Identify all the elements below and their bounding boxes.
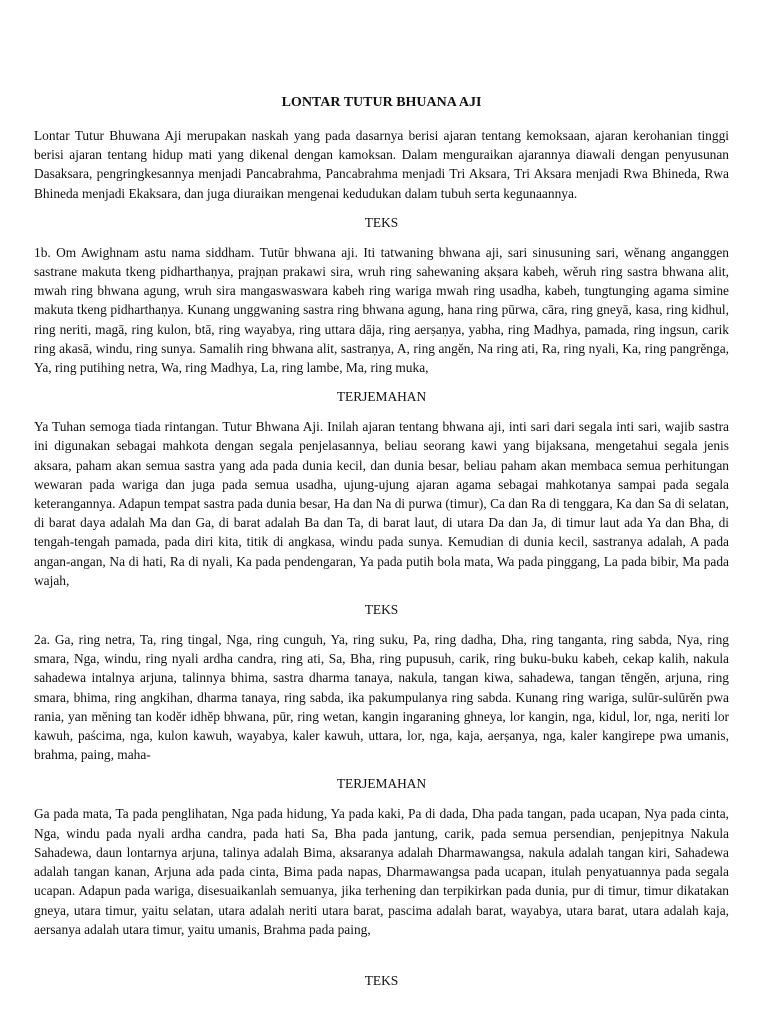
section-heading-teks-2: TEKS <box>364 602 399 618</box>
document-title: LONTAR TUTUR BHUANA AJI <box>281 95 482 110</box>
document-page <box>34 94 729 1001</box>
section-body-teks-1: 1b. Om Awighnam astu nama siddham. Tutūr bhwana aji. Iti tatwaning bhwana aji, sari sinusuning sari, wĕnang anganggen sastrane makuta tkeng pidharthaṇya, prajṇan prakawi sira, wruh ring sahewaning akṣara kabeh, wĕruh ring sastra bhwana alit, mwah ring bhwana agung, wruh sira mangaswaswara kabeh ring wariga mwah ring usadha, kabeh, tungtunging agama simine makuta tkeng pidharthaṇya. Kunang unggwaning sastra ring bhwana agung, hana ring pūrwa, cāra, ring gneyā, kasa, ring kidhul, ring neriti, magā, ring kulon, btā, ring wayabya, ring uttara dāja, ring aerṣaṇya, yabha, ring Madhya, pamada, ring ingsun, carik ring akasā, windu, ring sunya. Samalih ring bhwana alit, sastraṇya, A, ring angĕn, Na ring ati, Ra, ring nyali, Ka, ring pangrĕnga, Ya, ring putihing netra, Wa, ring Madhya, La, ring lambe, Ma, ring muka, <box>34 244 729 376</box>
section-heading-terjemahan-1: TERJEMAHAN <box>336 389 427 405</box>
section-heading-teks-1: TEKS <box>364 214 399 230</box>
closing-section-heading: TEKS <box>364 972 399 988</box>
intro-paragraph: Lontar Tutur Bhuwana Aji merupakan naskah yang pada dasarnya berisi ajaran tentang kemoksaan, ajaran kerohanian tinggi berisi ajaran tentang hidup mati yang dikenal dengan kamoksan. Dalam menguraikan ajarannya diawali dengan penyusunan Dasaksara, pengringkesannya menjadi Pancabrahma, Pancabrahma menjadi Tri Aksara, Tri Aksara menjadi Rwa Bhineda, Rwa Bhineda menjadi Ekaksara, dan juga diuraikan mengenai kedudukan dalam tubuh serta kegunaannya. <box>34 128 729 201</box>
section-body-teks-2: 2a. Ga, ring netra, Ta, ring tingal, Nga, ring cunguh, Ya, ring suku, Pa, ring dadha, Dha, ring tanganta, ring sabda, Nya, ring smara, Nga, windu, ring nyali ardha candra, ring ati, Sa, Bha, ring pupusuh, carik, ring buku-buku kabeh, cekap kalih, nakula sahadewa intalnya arjuna, talinnya bhima, sastra dharma tanaya, nakula, tangan kiwa, sahadewa, tangan tĕngĕn, arjuna, ring smara, bhima, ring angkihan, dharma tanaya, ring sabda, ika pakumpulanya ring sabda. Kunang ring wariga, sulūr-sulūrĕn pwa rania, yan mĕning tan kodĕr idhĕp bhwana, pūr, ring wetan, kangin ingaraning ghneya, lor kangin, nga, kidul, lor, nga, neriti lor kawuh, paścima, nga, kulon kawuh, wayabya, kaler kawuh, uttara, lor, nga, kaja, aerṣanya, nga, kaler kangirepe pwa umanis, brahma, paing, maha- <box>34 632 729 763</box>
section-body-terjemahan-1: Ya Tuhan semoga tiada rintangan. Tutur Bhwana Aji. Inilah ajaran tentang bhwana aji, inti sari dari segala inti sari, wajib sastra ini digunakan sebagai mahkota dengan segala penjelasannya, beliau seorang kawi yang bijaksana, mengetahui segala jenis aksara, paham akan semua sastra yang ada pada dunia kecil, dan dunia besar, beliau paham akan membaca semua perhitungan wewaran pada wariga dan juga pada semua usadha, ujung-ujung ajaran agama sebagai mahkotanya sampai pada segala keterangannya. Adapun tempat sastra pada dunia besar, Ha dan Na di purwa (timur), Ca dan Ra di tenggara, Ka dan Sa di selatan, di barat daya adalah Ma dan Ga, di barat adalah Ba dan Ta, di barat laut, di utara Da dan Ja, di timur laut ada Ya dan Bha, di tengah-tengah pamada, pada diri kita, titik di angkasa, windu pada sunya. Kemudian di dunia kecil, sastranya adalah, A pada angan-angan, Na di hati, Ra di nyali, Ka pada pendengaran, Ya pada putih bola mata, Wa pada pinggang, La pada bibir, Ma pada wajah, <box>34 419 729 588</box>
section-heading-terjemahan-2: TERJEMAHAN <box>336 776 427 792</box>
section-body-terjemahan-2: Ga pada mata, Ta pada penglihatan, Nga pada hidung, Ya pada kaki, Pa di dada, Dha pada tangan, pada ucapan, Nya pada cinta, Nga, windu pada nyali ardha candra, pada hati Sa, Bha pada jantung, carik, pada semua persendian, penjepitnya Nakula Sahadewa, daun lontarnya arjuna, talinya adalah Bima, aksaranya adalah Dharmawangsa, nakula adalah tangan kiri, Sahadewa adalah tangan kanan, Arjuna ada pada cinta, Bima pada napas, Dharmawangsa pada ucapan, itulah penyatuannya pada segala ucapan. Adapun pada wariga, disesuaikanlah semuanya, jika terhening dan terpikirkan pada dunia, pur di timur, timur dikatakan gneya, utara timur, yaitu selatan, utara adalah neriti utara barat, pascima adalah barat, wayabya, utara barat, utara adalah kaja, aersanya adalah utara timur, yaitu umanis, Brahma pada paing, <box>34 806 729 937</box>
